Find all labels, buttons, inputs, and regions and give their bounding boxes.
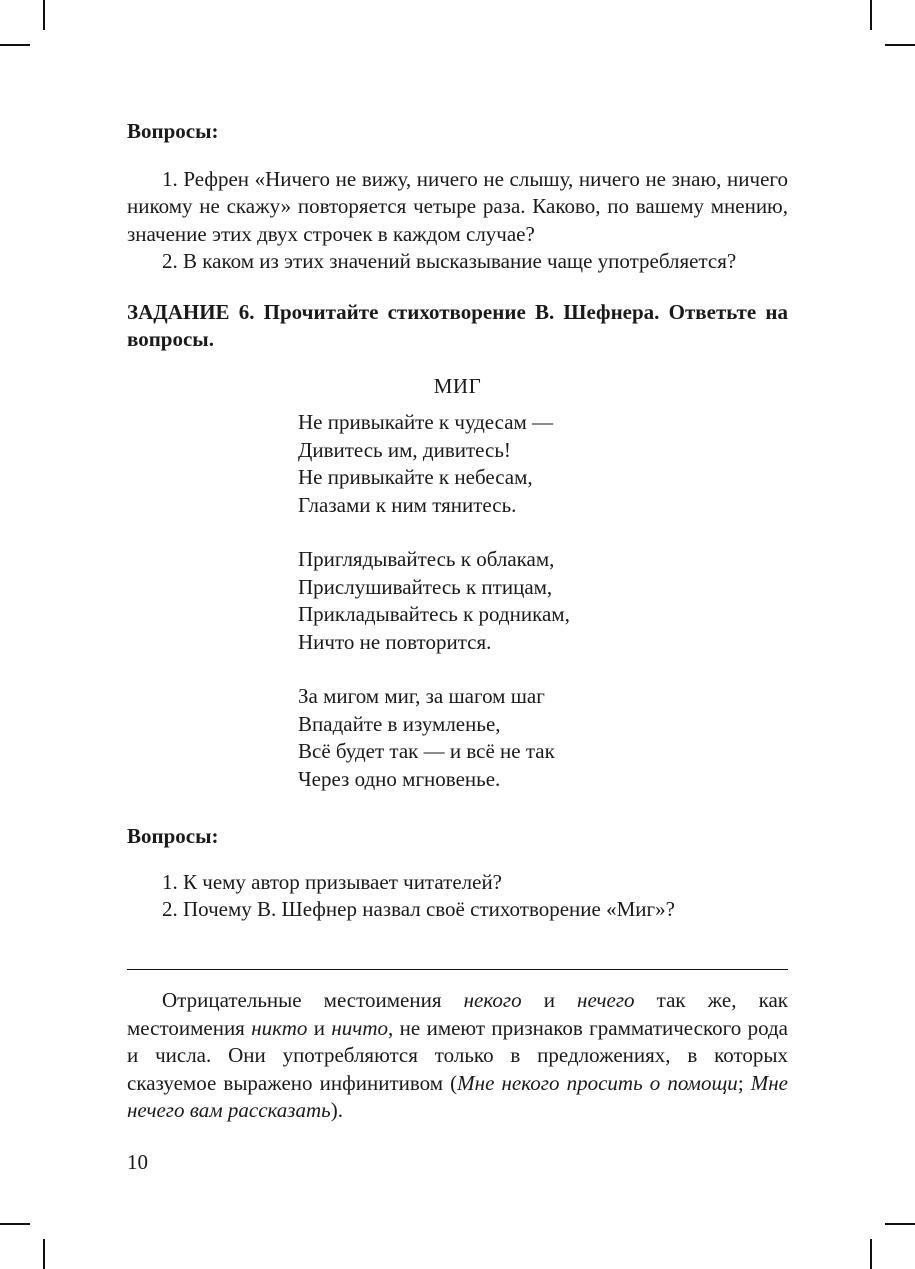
question-2: 2. Почему В. Шефнер назвал своё стихотворение «Миг»? xyxy=(162,897,675,921)
poem-line: Глазами к ним тянитесь. xyxy=(298,492,517,517)
note-text: так же, как местоимения xyxy=(127,988,788,1040)
note-text: ). xyxy=(330,1098,343,1122)
poem-stanza-2 xyxy=(298,546,788,656)
note-text: Отрицательные местоимения xyxy=(162,988,464,1012)
poem-line: За мигом миг, за шагом шаг xyxy=(298,684,545,708)
question-2: 2. В каком из этих значений высказывание чаще употребляется? xyxy=(162,249,737,273)
note-example: нечего xyxy=(577,988,635,1012)
task-6-heading: ЗАДАНИЕ 6. Прочитайте стихотворение В. Шефнера. Ответьте на вопросы. xyxy=(127,299,788,351)
poem-line: Ничто не повторится. xyxy=(298,629,492,654)
crop-mark-bottom-right-v xyxy=(870,1239,872,1269)
questions-heading: Вопросы: xyxy=(127,119,219,143)
note-example: ничто xyxy=(331,1015,388,1040)
page-content xyxy=(127,118,788,1125)
crop-mark-bottom-left-h xyxy=(0,1223,30,1225)
crop-mark-bottom-right-h xyxy=(885,1223,915,1225)
note-example: никто xyxy=(251,1015,308,1040)
question-1: 1. К чему автор призывает читателей? xyxy=(162,869,502,894)
note-text: , не имеют признаков грамматического рода и числа. Они употребляются только в предложениях, в которых сказуемое выражено инфинитивом ( xyxy=(127,1015,788,1095)
poem-stanza-1 xyxy=(298,409,788,519)
poem-line: Не привыкайте к чудесам — xyxy=(298,410,554,434)
note-text: ; xyxy=(737,1070,751,1095)
crop-mark-bottom-left-v xyxy=(43,1239,45,1269)
crop-mark-top-right-v xyxy=(870,0,872,30)
poem-line: Прикладывайтесь к родникам, xyxy=(298,602,570,626)
crop-mark-top-left-h xyxy=(0,44,30,46)
poem-line: Прислушивайтесь к птицам, xyxy=(298,574,553,599)
crop-mark-top-left-v xyxy=(43,0,45,30)
poem-line: Приглядывайтесь к облакам, xyxy=(298,547,555,571)
poem-line: Всё будет так — и всё не так xyxy=(298,739,555,763)
poem xyxy=(298,409,788,793)
question-1: 1. Рефрен «Ничего не вижу, ничего не слышу, ничего не знаю, ничего никому не скажу» повторяется четыре раза. Каково, по вашему мнению, значение этих двух строчек в каждом случае? xyxy=(127,166,788,246)
poem-line: Дивитесь им, дивитесь! xyxy=(298,437,511,462)
note-text: и xyxy=(521,988,578,1012)
poem-line: Впадайте в изумленье, xyxy=(298,711,501,736)
note-example: некого xyxy=(463,988,522,1012)
note-text: и xyxy=(307,1015,332,1040)
grammar-note xyxy=(127,987,788,1125)
note-example: Мне нечего вам рассказать xyxy=(127,1070,788,1122)
poem-stanza-3 xyxy=(298,683,788,793)
questions-heading-2: Вопросы: xyxy=(127,824,219,848)
note-example: Мне некого просить о помощи xyxy=(457,1070,738,1095)
page-number: 10 xyxy=(127,1150,148,1174)
poem-line: Через одно мгновенье. xyxy=(298,766,501,791)
poem-title: МИГ xyxy=(433,373,482,398)
poem-line: Не привыкайте к небесам, xyxy=(298,465,533,489)
crop-mark-top-right-h xyxy=(885,44,915,46)
